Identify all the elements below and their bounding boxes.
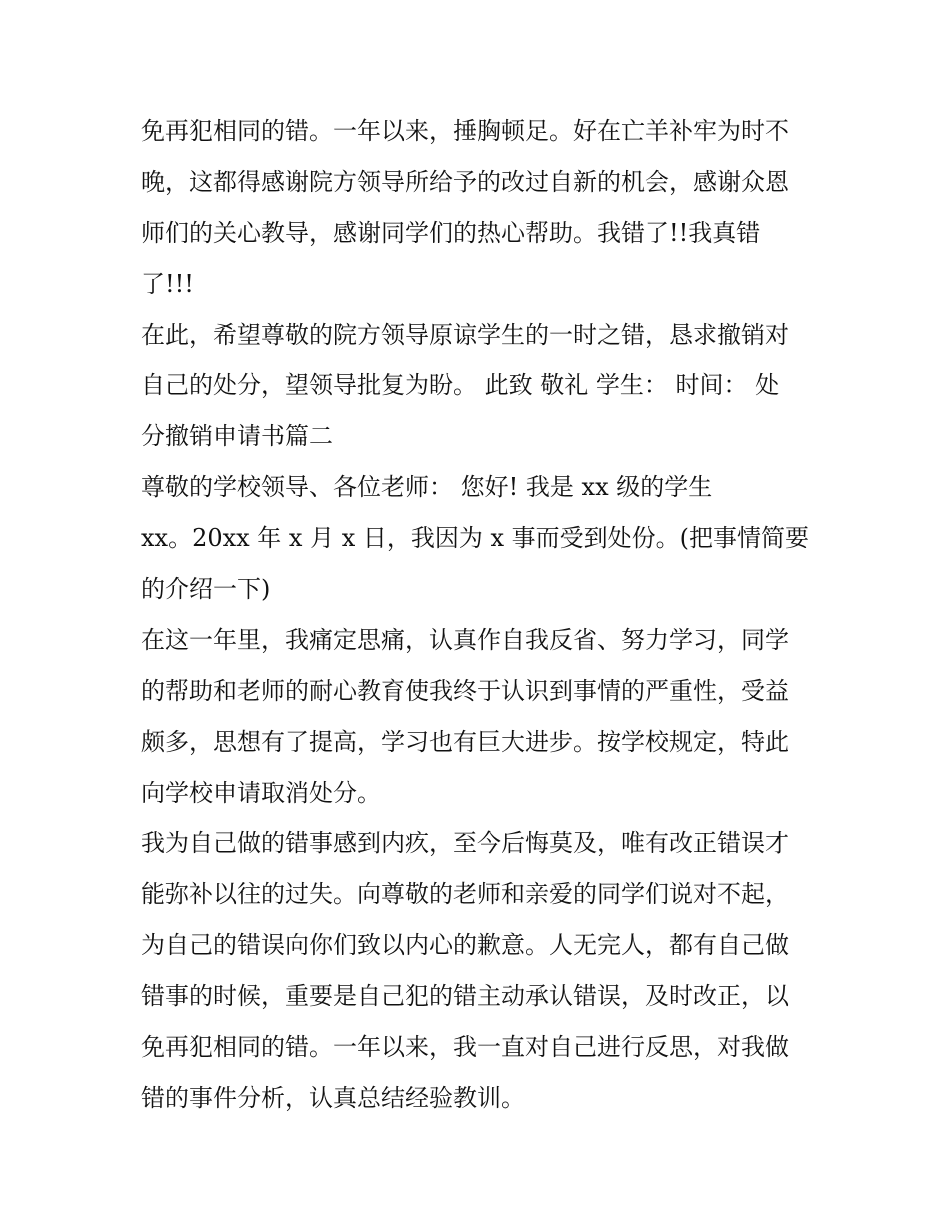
text-line: 了!!!: [141, 269, 194, 298]
text-line: 向学校申请取消处分。: [141, 778, 381, 807]
text-line: 免再犯相同的错。一年以来，捶胸顿足。好在亡羊补牢为时不: [141, 117, 789, 145]
text-line: 免再犯相同的错。一年以来，我一直对自己进行反思，对我做: [141, 1033, 789, 1062]
text-line: 颇多，思想有了提高，学习也有巨大进步。按学校规定，特此: [141, 727, 789, 756]
text-line: xx。20xx 年 x 月 x 日，我因为 x 事而受到处份。(把事情简要: [141, 524, 810, 553]
text-line: 尊敬的学校领导、各位老师： 您好! 我是 xx 级的学生: [141, 473, 713, 502]
text-line: 自己的处分，望领导批复为盼。 此致 敬礼 学生： 时间： 处: [141, 371, 780, 400]
text-line: 分撤销申请书篇二: [141, 422, 333, 451]
text-line: 在此，希望尊敬的院方领导原谅学生的一时之错，恳求撤销对: [141, 320, 789, 349]
text-line: 错的事件分析，认真总结经验教训。: [141, 1083, 525, 1112]
text-line: 师们的关心教导，感谢同学们的热心帮助。我错了!!我真错: [141, 218, 761, 247]
text-line: 晚，这都得感谢院方领导所给予的改过自新的机会，感谢众恩: [141, 167, 789, 196]
text-line: 错事的时候，重要是自己犯的错主动承认错误，及时改正，以: [141, 982, 789, 1011]
text-line: 我为自己做的错事感到内疚，至今后悔莫及，唯有改正错误才: [141, 829, 789, 858]
text-line: 为自己的错误向你们致以内心的歉意。人无完人，都有自己做: [141, 931, 789, 960]
text-line: 能弥补以往的过失。向尊敬的老师和亲爱的同学们说对不起，: [141, 880, 789, 909]
text-line: 在这一年里，我痛定思痛，认真作自我反省、努力学习，同学: [141, 625, 789, 654]
text-line: 的介绍一下): [141, 575, 271, 604]
document-body: [141, 106, 821, 1124]
text-line: 的帮助和老师的耐心教育使我终于认识到事情的严重性，受益: [141, 676, 789, 705]
